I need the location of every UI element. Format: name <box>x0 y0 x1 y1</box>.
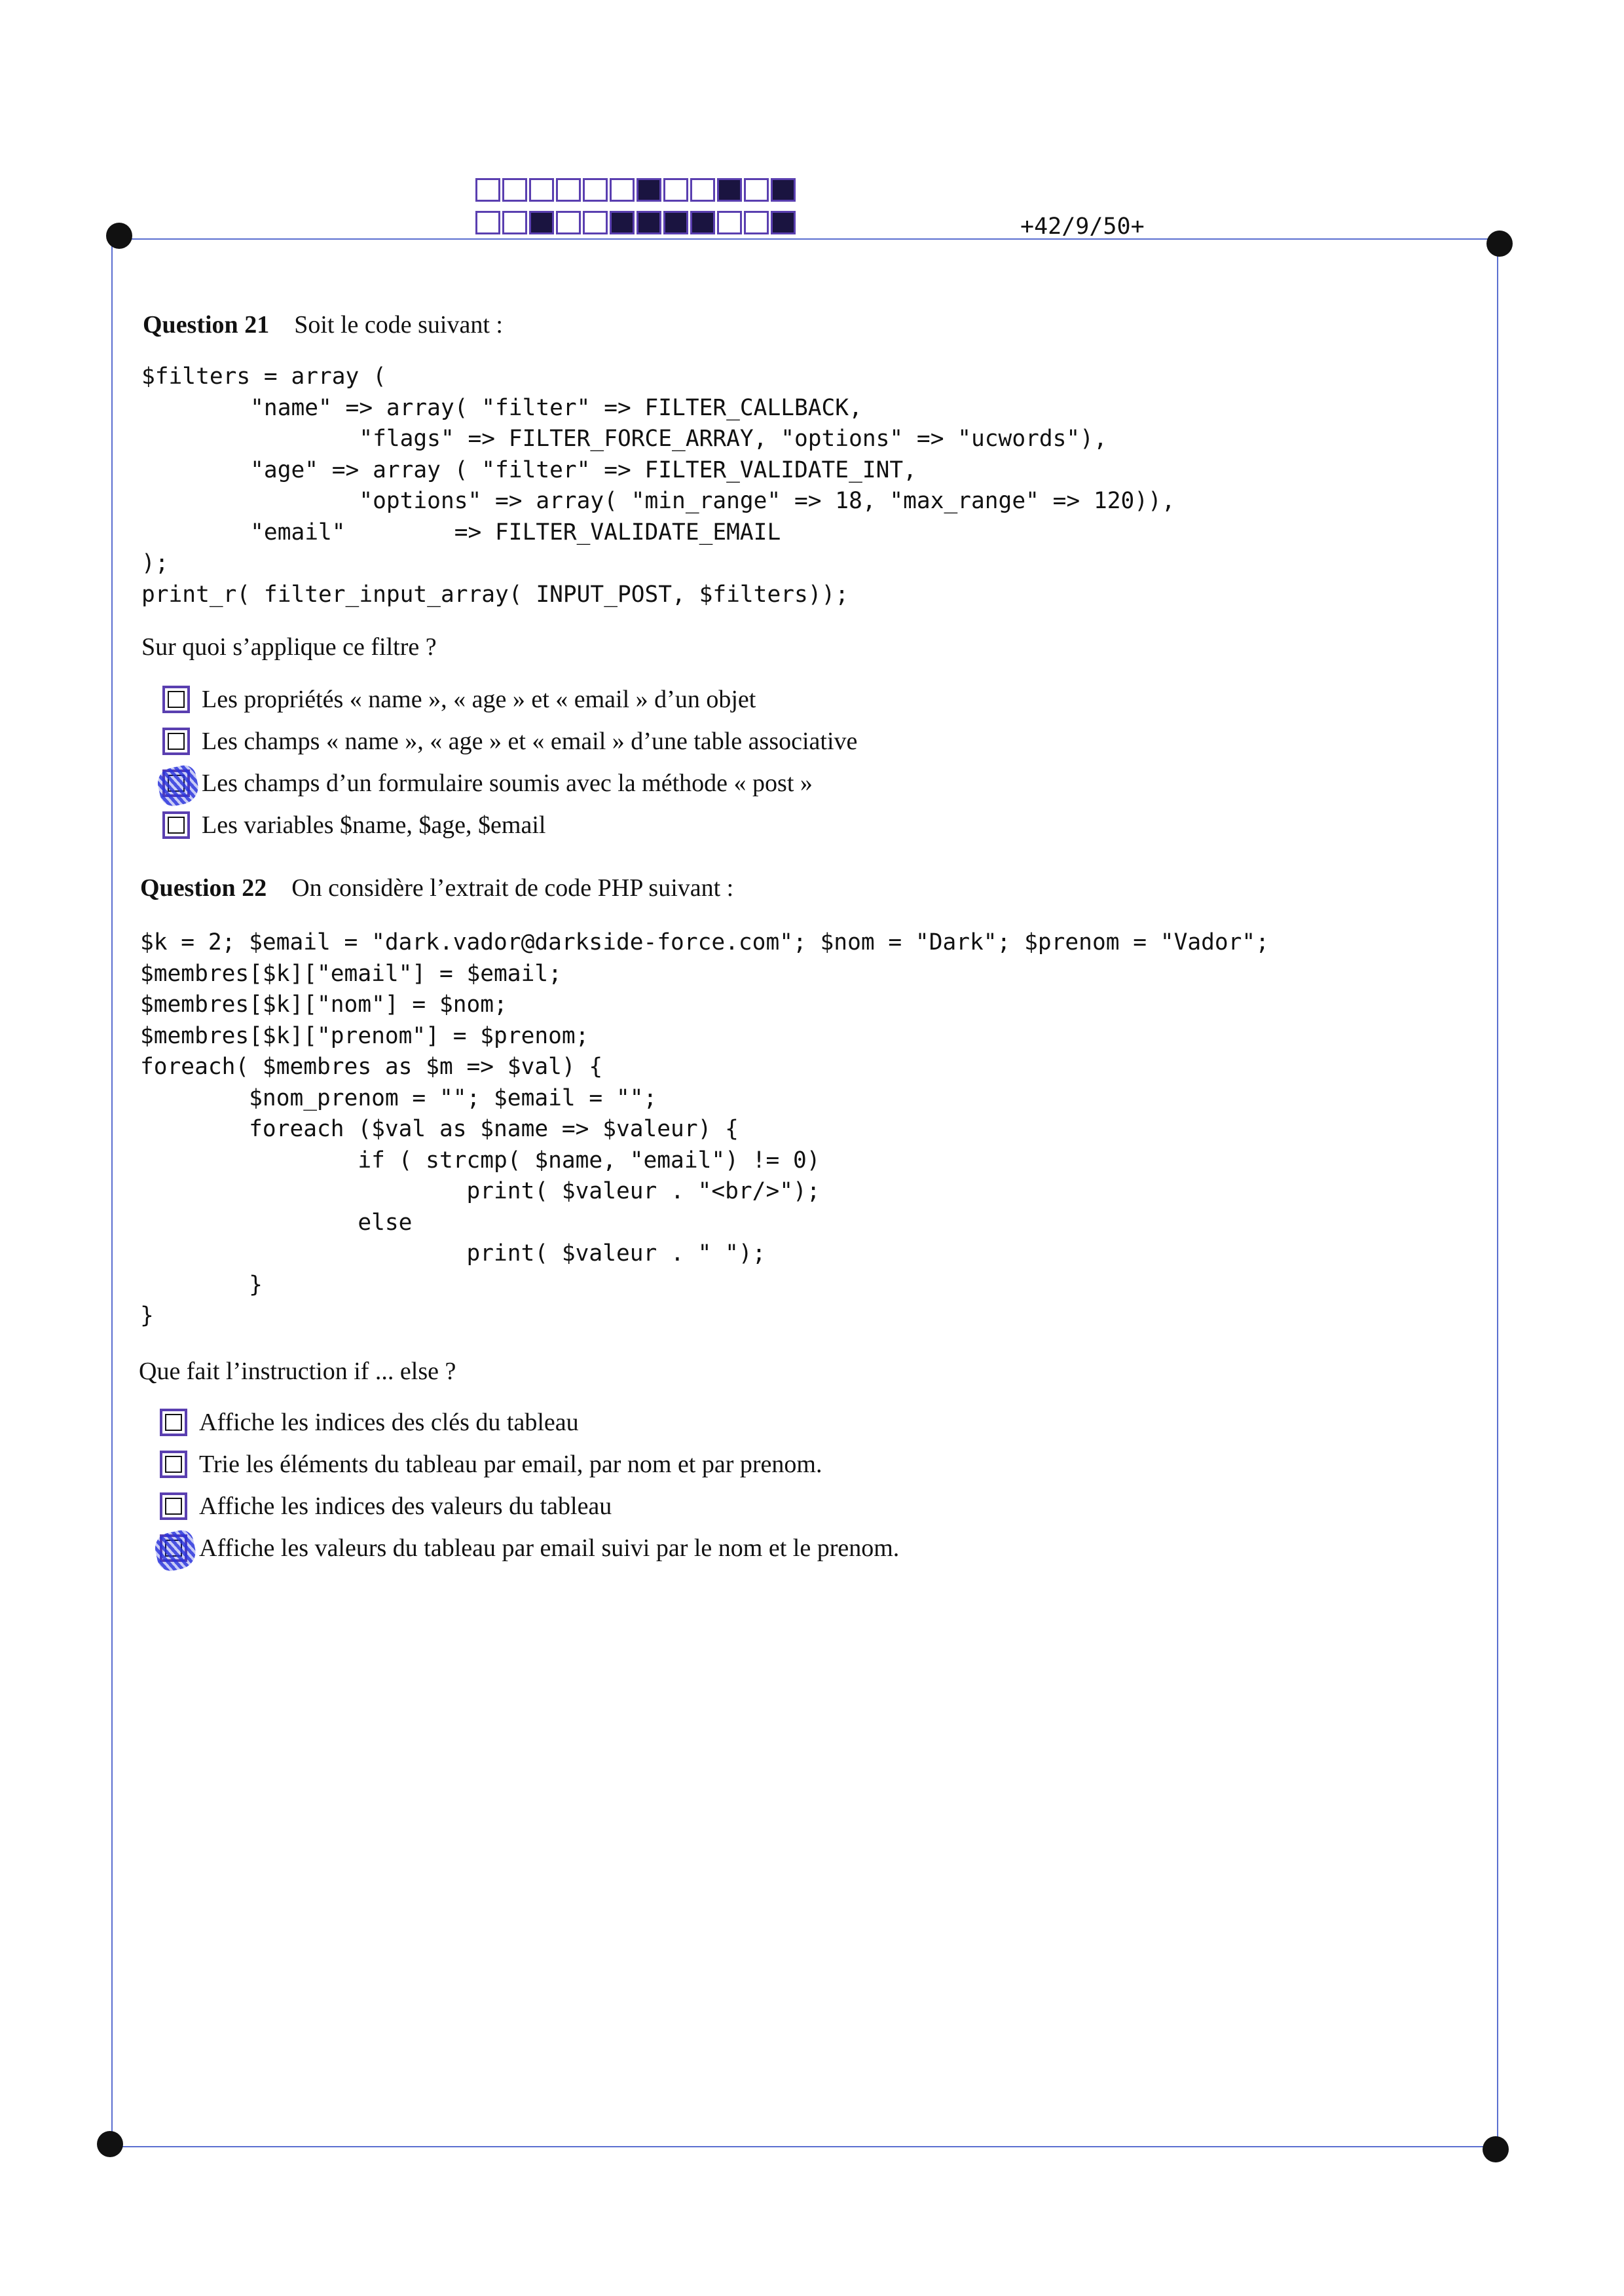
checkbox-inner-border <box>165 1414 182 1431</box>
barcode-cell-empty <box>502 211 527 234</box>
answer-label: Affiche les indices des clés du tableau <box>199 1409 579 1436</box>
barcode-cell-filled <box>690 211 715 234</box>
barcode-cell-empty <box>690 178 715 202</box>
answer-label: Affiche les indices des valeurs du tableau <box>199 1492 612 1520</box>
barcode-cell-empty <box>744 178 769 202</box>
barcode-cell-empty <box>583 211 608 234</box>
checkbox-inner-border <box>165 1498 182 1515</box>
checkbox-inner-border <box>165 1540 182 1557</box>
barcode-cell-empty <box>529 178 554 202</box>
question-22-header <box>140 874 733 902</box>
question-21-answer-2[interactable] <box>162 727 857 756</box>
question-21-answer-3[interactable] <box>162 769 813 798</box>
frame-right-line <box>1497 244 1498 2148</box>
answer-checkbox[interactable] <box>160 1492 187 1520</box>
barcode-cell-filled <box>529 211 554 234</box>
checkbox-inner-border <box>168 733 185 750</box>
question-21-header <box>143 310 503 339</box>
corner-marker-top-right <box>1486 231 1513 257</box>
checkbox-inner-border <box>168 817 185 834</box>
barcode-cell-filled <box>637 178 661 202</box>
barcode-cell-empty <box>717 211 742 234</box>
barcode-cell-filled <box>663 211 688 234</box>
question-21-prompt: Soit le code suivant : <box>294 311 503 339</box>
answer-checkbox[interactable] <box>160 1409 187 1436</box>
barcode-cell-empty <box>744 211 769 234</box>
question-21-code: $filters = array ( "name" => array( "filter" => FILTER_CALLBACK, "flags" => FILTER_FORCE_ARRAY, "options" => "ucwords"), "age" => array ( "filter" => FILTER_VALIDATE_INT, "options" => array( "min_range" => 18, "max_range" => 120)), "email" => FILTER_VALIDATE_EMAIL ); print_r( filter_input_array( INPUT_POST, $filters)); <box>141 363 1175 608</box>
barcode-cell-empty <box>583 178 608 202</box>
corner-marker-bottom-right <box>1483 2136 1509 2162</box>
question-21-answer-4[interactable] <box>162 811 545 840</box>
question-22-answer-2[interactable] <box>160 1450 822 1479</box>
answer-checkbox-checked[interactable] <box>162 769 190 797</box>
question-22-answer-3[interactable] <box>160 1492 612 1521</box>
answer-label: Les propriétés « name », « age » et « email » d’un objet <box>202 686 756 713</box>
barcode-cell-filled <box>771 178 796 202</box>
corner-marker-top-left <box>106 223 132 249</box>
corner-marker-bottom-left <box>97 2131 123 2157</box>
barcode-cell-filled <box>610 211 635 234</box>
answer-label: Les champs d’un formulaire soumis avec la méthode « post » <box>202 769 813 797</box>
sheet-id: +42/9/50+ <box>1020 213 1145 240</box>
barcode-cell-empty <box>556 178 581 202</box>
barcode-cell-filled <box>771 211 796 234</box>
checkbox-inner-border <box>168 691 185 708</box>
question-22-label: Question 22 <box>140 874 267 902</box>
barcode-cell-empty <box>475 178 500 202</box>
frame-bottom-line <box>110 2146 1497 2147</box>
question-22-answer-4[interactable] <box>160 1534 899 1563</box>
barcode-cell-empty <box>502 178 527 202</box>
answer-checkbox[interactable] <box>162 686 190 713</box>
checkbox-inner-border <box>165 1456 182 1473</box>
barcode-cell-empty <box>556 211 581 234</box>
barcode-cell-filled <box>637 211 661 234</box>
question-22-code: $k = 2; $email = "dark.vador@darkside-force.com"; $nom = "Dark"; $prenom = "Vador"; $membres[$k]["email"] = $email; $membres[$k]["nom"] = $nom; $membres[$k]["prenom"] = $prenom; foreach( $membres as $m => $val) { $nom_prenom = ""; $email = ""; foreach ($val as $name => $valeur) { if ( strcmp( $name, "email") != 0) print( $valeur . "<br/>"); else print( $valeur . " "); } } <box>140 929 1269 1329</box>
answer-checkbox-checked[interactable] <box>160 1534 187 1562</box>
question-22-question: Que fait l’instruction if ... else ? <box>139 1358 456 1385</box>
frame-left-line <box>111 236 113 2148</box>
question-22-answer-1[interactable] <box>160 1408 579 1437</box>
answer-label: Les variables $name, $age, $email <box>202 811 546 839</box>
answer-label: Les champs « name », « age » et « email » d’une table associative <box>202 728 858 755</box>
answer-checkbox[interactable] <box>162 728 190 755</box>
barcode-cell-empty <box>475 211 500 234</box>
checkbox-inner-border <box>168 775 185 792</box>
barcode-row-2 <box>475 211 798 234</box>
answer-checkbox[interactable] <box>160 1451 187 1478</box>
question-22-prompt: On considère l’extrait de code PHP suivant : <box>291 874 734 902</box>
barcode-row-1 <box>475 178 798 202</box>
answer-label: Trie les éléments du tableau par email, par nom et par prenom. <box>199 1451 822 1478</box>
answer-checkbox[interactable] <box>162 811 190 839</box>
question-21-question: Sur quoi s’applique ce filtre ? <box>141 633 437 661</box>
answer-label: Affiche les valeurs du tableau par email suivi par le nom et le prenom. <box>199 1534 900 1562</box>
barcode-cell-filled <box>717 178 742 202</box>
question-21-label: Question 21 <box>143 311 270 339</box>
question-21-answer-1[interactable] <box>162 685 756 714</box>
barcode-cell-empty <box>663 178 688 202</box>
barcode-cell-empty <box>610 178 635 202</box>
frame-top-line <box>110 238 1498 240</box>
